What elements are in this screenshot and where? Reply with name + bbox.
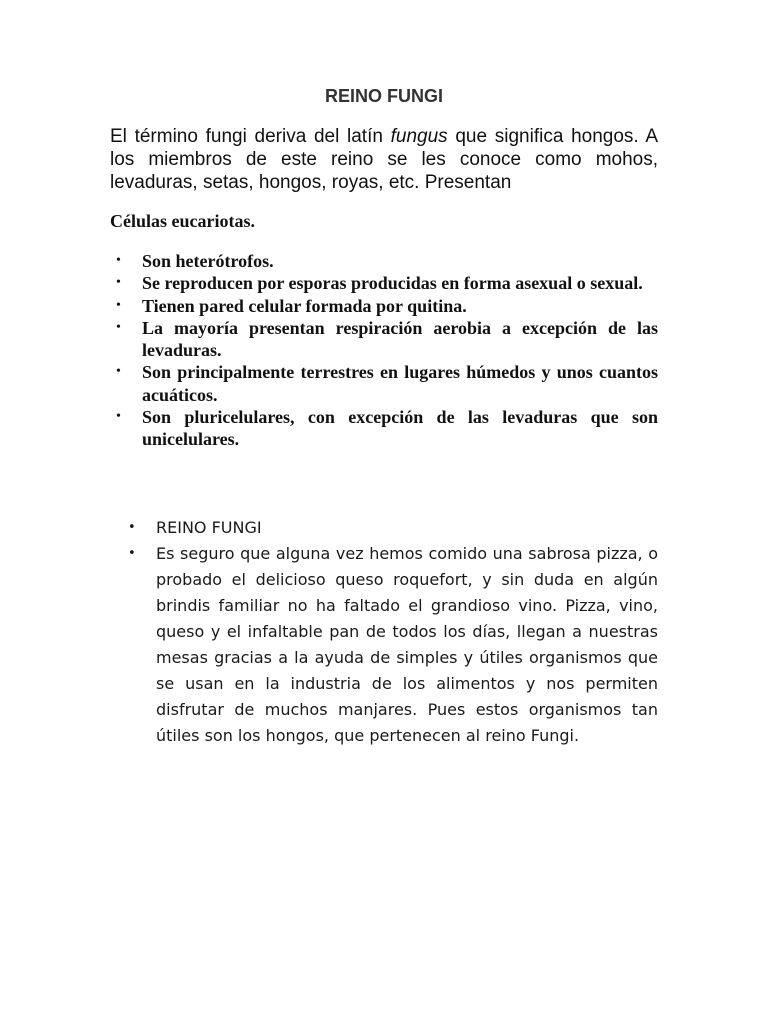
- list-item-text: Tienen pared celular formada por quitina.: [142, 295, 467, 316]
- list-item-text: Son principalmente terrestres en lugares húmedos y unos cuantos acuáticos.: [142, 362, 658, 405]
- intro-paragraph: [110, 125, 658, 194]
- bullet-icon: •: [128, 546, 136, 561]
- bullet-icon: •: [116, 409, 121, 425]
- intro-text-start: El término fungi deriva del latín: [110, 126, 391, 147]
- bullet-icon: •: [116, 275, 121, 291]
- list-item-text: Son pluricelulares, con excepción de las levaduras que son unicelulares.: [142, 407, 658, 450]
- list-item-text: Se reproducen por esporas producidas en forma asexual o sexual.: [142, 273, 643, 294]
- bullet-icon: •: [116, 319, 121, 335]
- list-item-text: Son heterótrofos.: [142, 251, 274, 271]
- list-item-text: REINO FUNGI: [156, 518, 262, 537]
- list-item: [110, 361, 658, 406]
- intro-italic-term: fungus: [390, 126, 448, 147]
- bullet-icon: •: [116, 253, 121, 268]
- bullet-icon: •: [128, 520, 136, 535]
- list-item: [110, 541, 658, 749]
- cells-line: Células eucariotas.: [110, 211, 255, 231]
- list-item: [110, 295, 658, 317]
- page-title: REINO FUNGI: [324, 86, 443, 106]
- bullet-icon: •: [116, 364, 121, 380]
- list-item: [110, 515, 658, 541]
- bullet-icon: •: [116, 297, 121, 313]
- list-item: [110, 250, 658, 272]
- characteristics-list: [110, 250, 658, 451]
- list-item: [110, 317, 658, 362]
- list-item: [110, 272, 658, 294]
- list-item: [110, 406, 658, 451]
- list-item-text: La mayoría presentan respiración aerobia a excepción de las levaduras.: [142, 317, 658, 361]
- intro-text-end: que significa hongos. A los miembros de este reino se les conoce como mohos, levaduras, setas, hongos, royas, etc. Presentan: [110, 126, 658, 193]
- list-item-text: Es seguro que alguna vez hemos comido una sabrosa pizza, o probado el delicioso queso roquefort, y sin duda en algún brindis familiar no ha faltado el grandioso vino. Pizza, vino, queso y el infaltable pan de todos los días, llegan a nuestras mesas gracias a la ayuda de simples y útiles organismos que se usan en la industria de los alimentos y nos permiten disfrutar de muchos manjares. Pues estos organismos tan útiles son los hongos, que pertenecen al reino Fungi.: [156, 544, 658, 745]
- second-list: [110, 515, 658, 749]
